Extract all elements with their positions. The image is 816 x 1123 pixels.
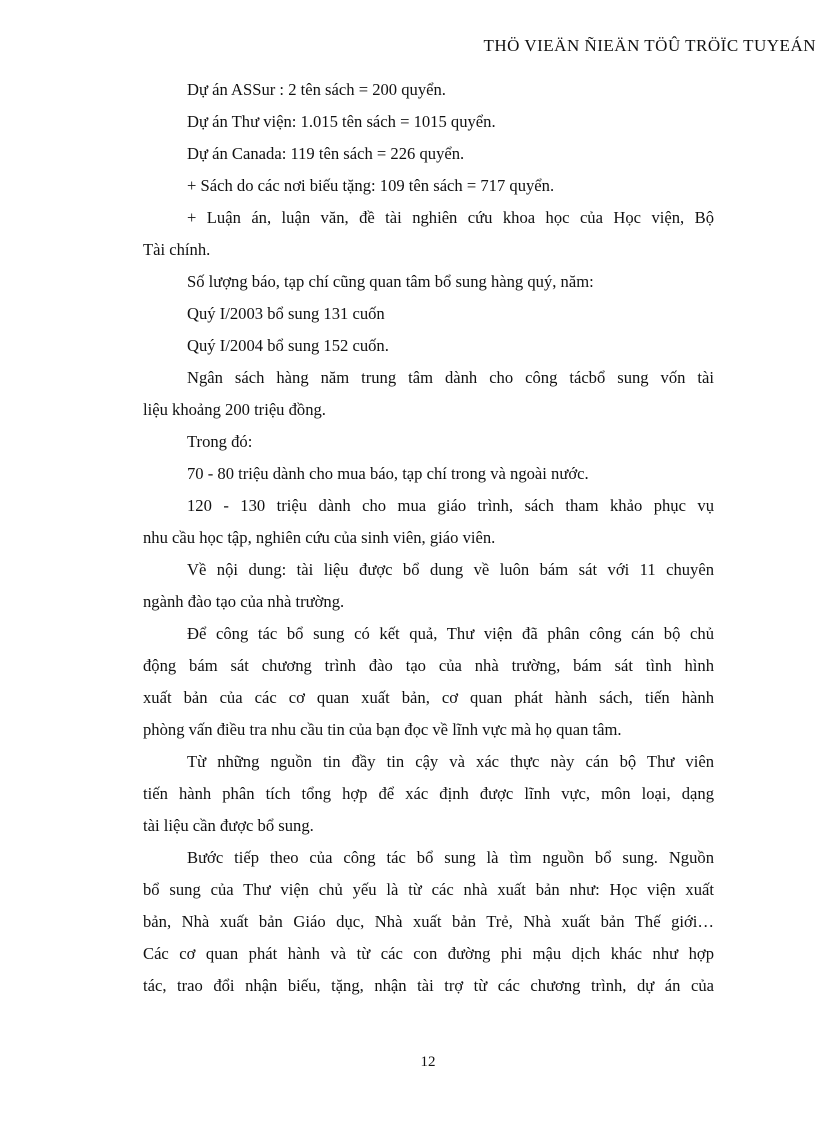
body-line: tài liệu cần được bổ sung. xyxy=(143,816,314,835)
body-line: bản, Nhà xuất bản Giáo dục, Nhà xuất bản Trẻ, Nhà xuất bản Thế giới… xyxy=(143,912,714,931)
body-line: Dự án ASSur : 2 tên sách = 200 quyển. xyxy=(187,80,446,99)
body-line: phòng vấn điều tra nhu cầu tin của bạn đọc về lĩnh vực mà họ quan tâm. xyxy=(143,720,622,739)
body-line: Các cơ quan phát hành và từ các con đường phi mậu dịch khác như hợp xyxy=(143,944,714,963)
body-line: 120 - 130 triệu dành cho mua giáo trình, sách tham khảo phục vụ xyxy=(187,496,714,515)
body-line: 70 - 80 triệu dành cho mua báo, tạp chí trong và ngoài nước. xyxy=(187,464,589,483)
body-line: tác, trao đổi nhận biếu, tặng, nhận tài trợ từ các chương trình, dự án của xyxy=(143,976,714,995)
body-line: tiến hành phân tích tổng hợp để xác định được lĩnh vực, môn loại, dạng xyxy=(143,784,714,803)
body-line: Dự án Canada: 119 tên sách = 226 quyển. xyxy=(187,144,465,163)
body-line: Bước tiếp theo của công tác bổ sung là tìm nguồn bổ sung. Nguồn xyxy=(187,848,714,867)
body-line: ngành đào tạo của nhà trường. xyxy=(143,592,345,611)
page-body xyxy=(143,74,714,1002)
body-line: Từ những nguồn tin đầy tin cậy và xác thực này cán bộ Thư viên xyxy=(187,752,714,771)
body-line: liệu khoảng 200 triệu đồng. xyxy=(143,400,326,419)
body-line: Trong đó: xyxy=(187,432,253,451)
body-line: Ngân sách hàng năm trung tâm dành cho công tácbổ sung vốn tài xyxy=(187,368,714,387)
body-line: Để công tác bổ sung có kết quả, Thư viện đã phân công cán bộ chủ xyxy=(187,624,714,643)
body-line: nhu cầu học tập, nghiên cứu của sinh viên, giáo viên. xyxy=(143,528,496,547)
body-line: + Sách do các nơi biếu tặng: 109 tên sách = 717 quyển. xyxy=(187,176,555,195)
body-line: + Luận án, luận văn, đề tài nghiên cứu khoa học của Học viện, Bộ xyxy=(187,208,714,227)
body-line: bổ sung của Thư viện chủ yếu là từ các nhà xuất bản như: Học viện xuất xyxy=(143,880,714,899)
body-line: Quý I/2004 bổ sung 152 cuốn. xyxy=(187,336,389,355)
body-line: Dự án Thư viện: 1.015 tên sách = 1015 quyển. xyxy=(187,112,496,131)
body-line: Quý I/2003 bổ sung 131 cuốn xyxy=(187,304,385,323)
body-line: Số lượng báo, tạp chí cũng quan tâm bổ sung hàng quý, năm: xyxy=(187,272,594,291)
page-number: 12 xyxy=(420,1054,436,1070)
running-header: THÖ VIEÄN ÑIEÄN TÖÛ TRÖÏC TUYEÁN xyxy=(483,36,816,55)
body-line: xuất bản của các cơ quan xuất bản, cơ quan phát hành sách, tiến hành xyxy=(143,688,714,707)
body-line: Về nội dung: tài liệu được bổ dung về luôn bám sát với 11 chuyên xyxy=(187,560,714,579)
body-line: động bám sát chương trình đào tạo của nhà trường, bám sát tình hình xyxy=(143,656,714,675)
body-line: Tài chính. xyxy=(143,240,211,259)
